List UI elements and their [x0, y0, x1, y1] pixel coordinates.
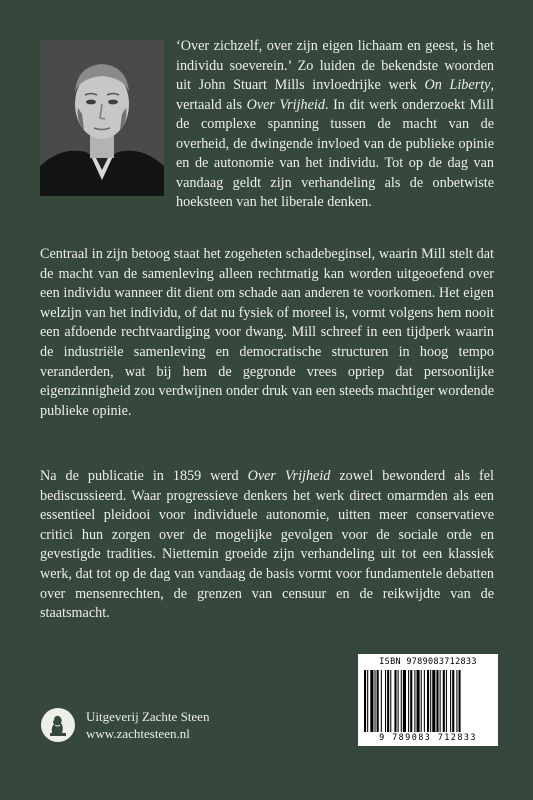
barcode-bar [430, 670, 431, 732]
publisher-name: Uitgeverij Zachte Steen [86, 709, 210, 724]
publisher-block [40, 707, 209, 743]
barcode-bar [398, 670, 399, 732]
body-paragraph-3 [40, 467, 494, 624]
barcode-bar [427, 670, 429, 732]
intro-text-rest: . In dit werk onderzoekt Mill de complexe spanning tussen de macht van de overheid, de dwingende invloed van de publieke opinie en de autonomie van het individu. Tot op de dag van vandaag geldt zijn verhandeling als de onbetwiste hoeksteen van het liberale denken. [176, 96, 494, 210]
barcode-bar [375, 670, 376, 732]
title-on-liberty: On Liberty [424, 77, 491, 93]
intro-text-middle: , vertaald als [176, 77, 495, 113]
barcode-bars [364, 670, 492, 732]
p3-text-lead: Na de publicatie in 1859 werd [40, 468, 248, 484]
barcode-bar [387, 670, 389, 732]
barcode-bar [417, 670, 420, 732]
barcode-bar [456, 670, 457, 732]
intro-text-lead: ‘Over zichzelf, over zijn eigen lichaam en geest, is het individu soeverein.’ Zo luiden de bekendste woorden uit John Stuart Mills invloedrijke werk [176, 38, 494, 93]
barcode-bar [432, 670, 435, 732]
body-paragraph-2: Centraal in zijn betoog staat het zogeheten schadebeginsel, waarin Mill stelt dat de macht van de samenleving alleen rechtmatig kan worden uitgeoefend over een individu wanneer dit dient om schade aan anderen te voorkomen. Het eigen welzijn van het individu, of dat nu fysiek of moreel is, vormt volgens hem nooit een afdoende rechtvaardiging voor dwang. Mill schreef in een tijdperk waarin de industriële samenleving en democratische structuren in hoog tempo veranderden, wat bij hem de gegronde vrees opriep dat persoonlijke eigenzinnigheid zou verdwijnen onder druk van een steeds machtiger wordende publieke opinie. [40, 246, 494, 419]
barcode-bar [440, 670, 441, 732]
barcode-bar [364, 670, 366, 732]
barcode-bar [408, 670, 409, 732]
author-portrait [40, 40, 164, 196]
barcode-bar [385, 670, 386, 732]
title-over-vrijheid: Over Vrijheid [247, 468, 331, 484]
barcode-bar [367, 670, 368, 732]
barcode-bar [436, 670, 438, 732]
publisher-website: www.zachtesteen.nl [86, 726, 190, 741]
barcode-bar [424, 670, 425, 732]
barcode-bar [377, 670, 379, 732]
ean-digits: 9 789083 712833 [379, 733, 477, 743]
barcode-bar [450, 670, 451, 732]
barcode-bar [381, 670, 382, 732]
isbn-label: ISBN 9789083712833 [379, 657, 477, 667]
barcode-bar [421, 670, 422, 732]
barcode-bar [459, 670, 461, 732]
publisher-logo-icon [40, 707, 76, 743]
barcode-bar [414, 670, 415, 732]
intro-paragraph [176, 37, 494, 213]
isbn-barcode [358, 654, 498, 746]
barcode-bar [370, 670, 373, 732]
barcode-bar [390, 670, 391, 732]
barcode-bar [410, 670, 412, 732]
barcode-bar [446, 670, 447, 732]
title-over-vrijheid: Over Vrijheid [246, 96, 325, 113]
barcode-bar [452, 670, 454, 732]
barcode-bar [443, 670, 445, 732]
barcode-bar [403, 670, 406, 732]
barcode-bar [394, 670, 396, 732]
barcode-bar [401, 670, 402, 732]
p3-text-rest: zowel bewonderd als fel bediscussieerd. Waar progressieve denkers het werk direct omarmden als een essentieel pleidooi voor individuele autonomie, uitten meer conservatieve critici hun zorgen over de mogelijke gevolgen voor de sociale orde en gevestigde tradities. Niettemin groeide zijn verhandeling uit tot een klassiek werk, dat tot op de dag van vandaag de basis vormt voor fundamentele debatten over mensenrechten, de grenzen van censuur en de reikwijdte van de staatsmacht. [40, 468, 494, 622]
